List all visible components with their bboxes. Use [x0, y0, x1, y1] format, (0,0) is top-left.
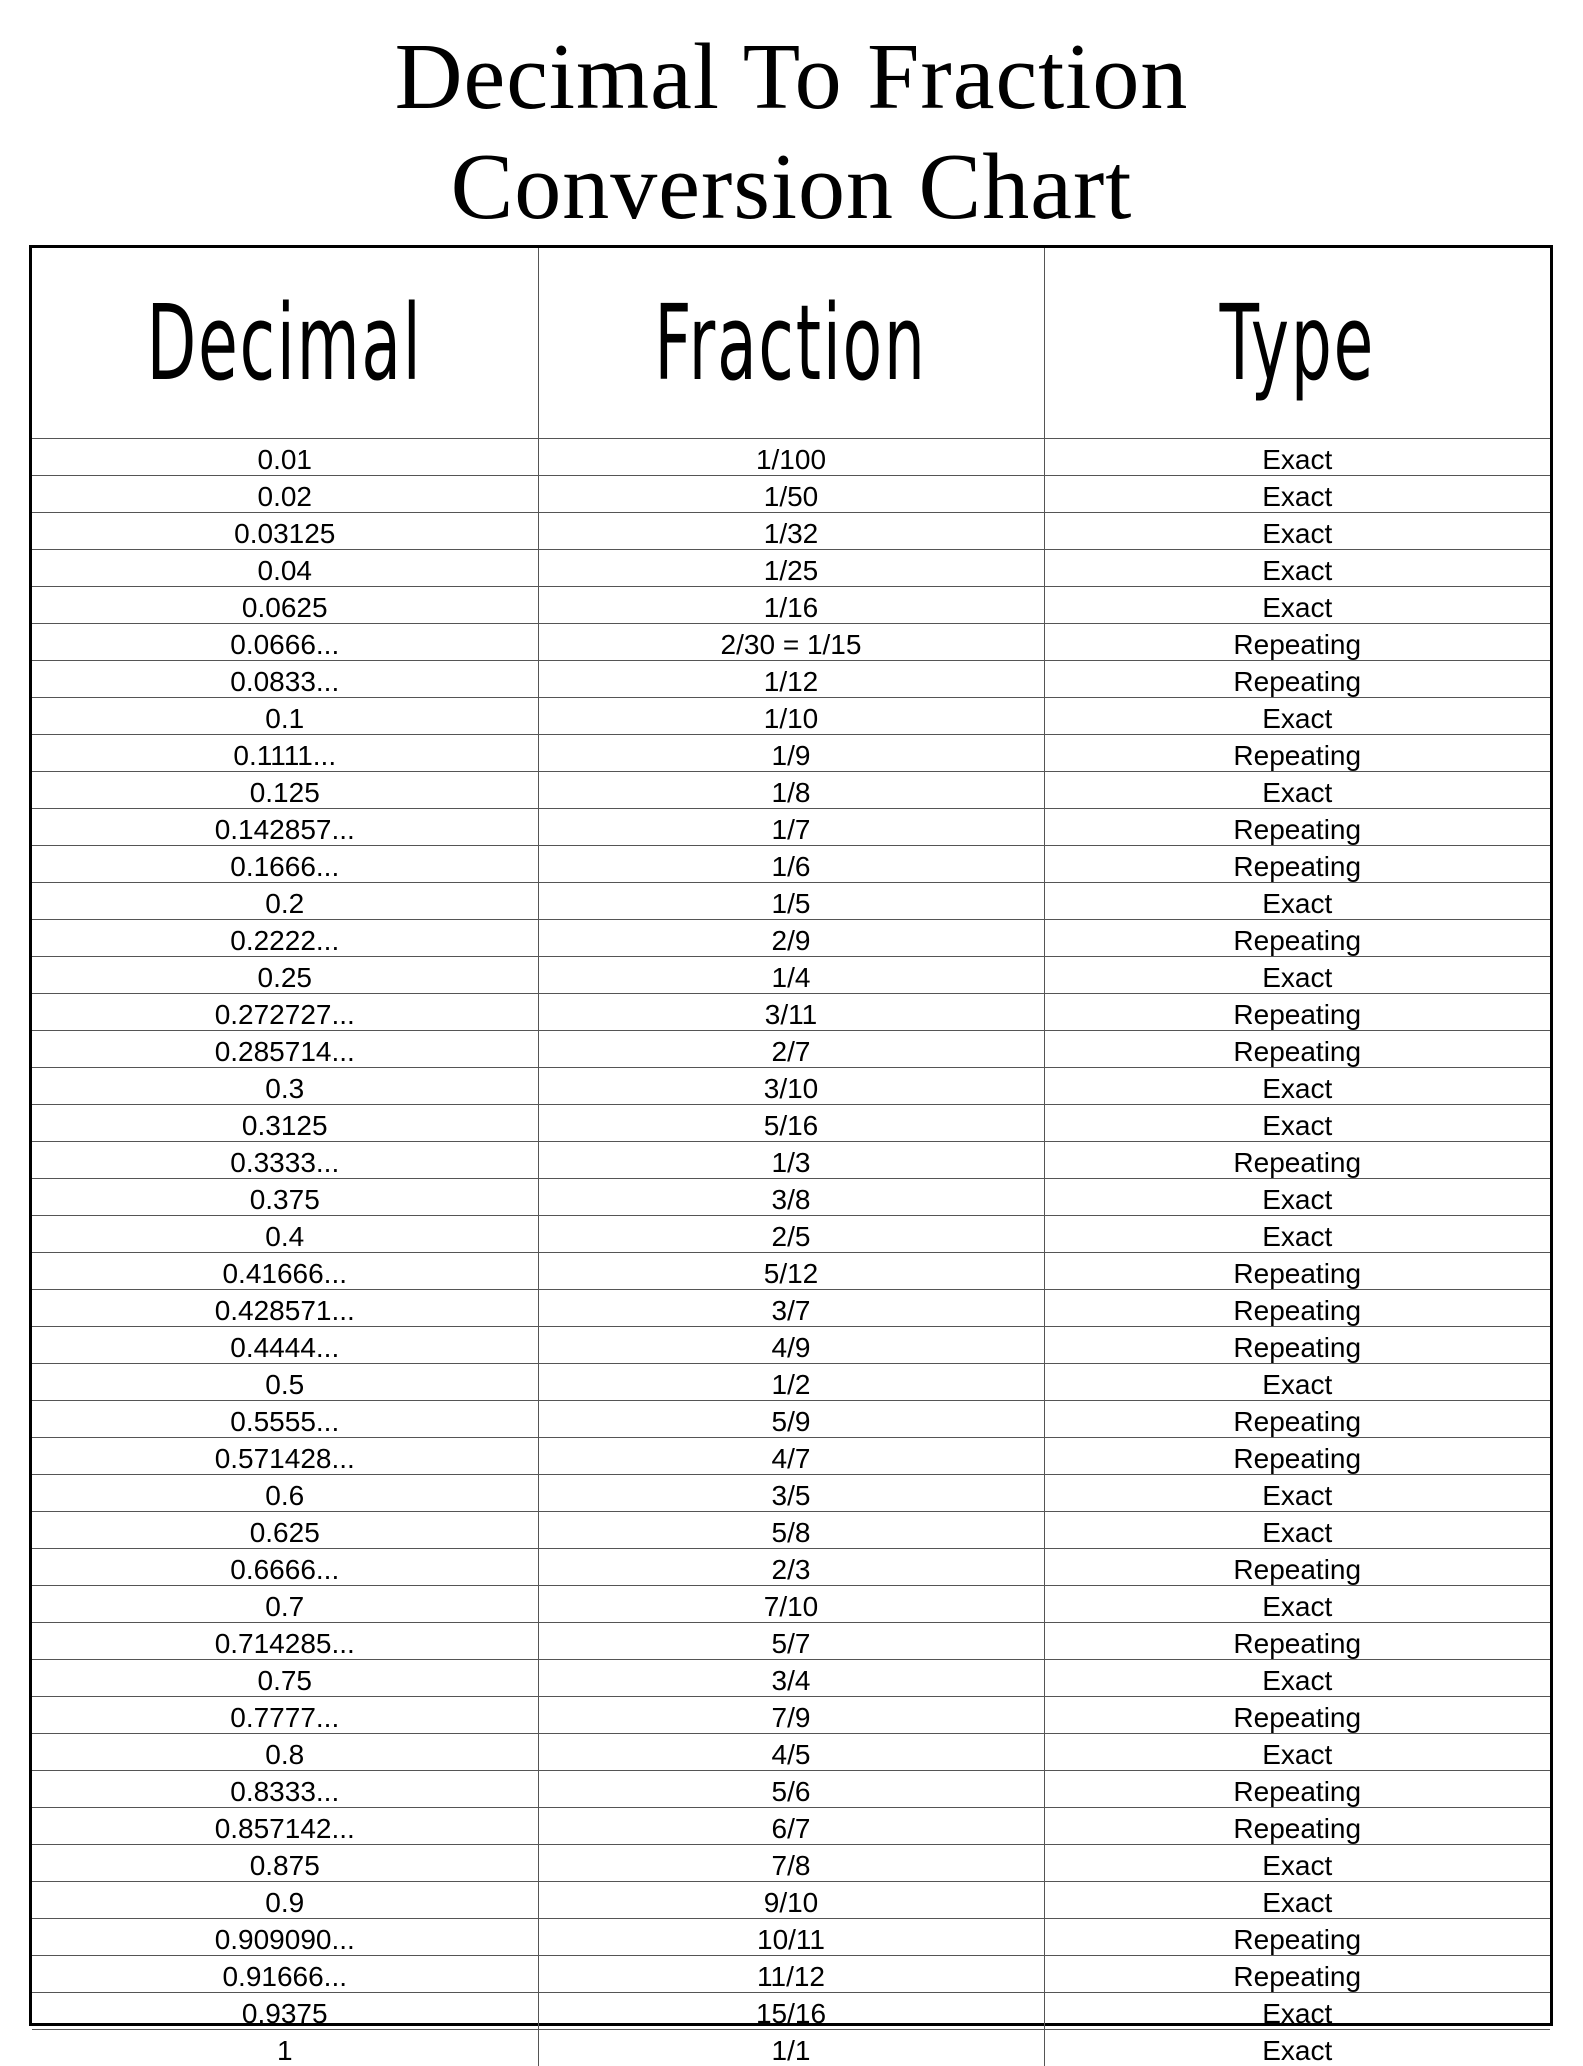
type-cell: Repeating [1044, 661, 1550, 698]
table-row [32, 1253, 1550, 1290]
type-cell: Repeating [1044, 994, 1550, 1031]
fraction-cell: 10/11 [538, 1919, 1044, 1956]
table-row [32, 1586, 1550, 1623]
type-cell: Exact [1044, 1105, 1550, 1142]
fraction-cell: 5/6 [538, 1771, 1044, 1808]
type-cell: Exact [1044, 1512, 1550, 1549]
type-cell: Exact [1044, 1068, 1550, 1105]
header-type-wrap [1045, 248, 1551, 438]
table-row [32, 809, 1550, 846]
decimal-cell: 0.285714... [32, 1031, 538, 1068]
table-row [32, 1068, 1550, 1105]
table-row [32, 513, 1550, 550]
fraction-cell: 2/7 [538, 1031, 1044, 1068]
decimal-cell: 0.9375 [32, 1993, 538, 2030]
header-cell-type [1044, 248, 1550, 439]
table-row [32, 1697, 1550, 1734]
type-cell: Exact [1044, 1845, 1550, 1882]
decimal-cell: 0.5 [32, 1364, 538, 1401]
fraction-cell: 5/8 [538, 1512, 1044, 1549]
table-row [32, 587, 1550, 624]
type-cell: Repeating [1044, 920, 1550, 957]
table-row [32, 1993, 1550, 2030]
type-cell: Repeating [1044, 846, 1550, 883]
table-row [32, 624, 1550, 661]
decimal-cell: 0.01 [32, 439, 538, 476]
decimal-cell: 0.1111... [32, 735, 538, 772]
decimal-cell: 0.625 [32, 1512, 538, 1549]
table-row [32, 1549, 1550, 1586]
fraction-cell: 1/12 [538, 661, 1044, 698]
fraction-cell: 5/16 [538, 1105, 1044, 1142]
table-row [32, 1882, 1550, 1919]
type-cell: Repeating [1044, 735, 1550, 772]
type-cell: Exact [1044, 476, 1550, 513]
type-cell: Repeating [1044, 1290, 1550, 1327]
type-cell: Repeating [1044, 1549, 1550, 1586]
fraction-cell: 7/9 [538, 1697, 1044, 1734]
decimal-cell: 0.875 [32, 1845, 538, 1882]
type-cell: Repeating [1044, 1031, 1550, 1068]
header-decimal-wrap [32, 248, 538, 438]
fraction-cell: 5/9 [538, 1401, 1044, 1438]
table-row [32, 1142, 1550, 1179]
fraction-cell: 5/12 [538, 1253, 1044, 1290]
type-cell: Repeating [1044, 1919, 1550, 1956]
decimal-cell: 0.25 [32, 957, 538, 994]
conversion-table [32, 248, 1550, 2066]
decimal-cell: 0.2 [32, 883, 538, 920]
header-fraction-wrap [539, 248, 1044, 438]
table-row [32, 1956, 1550, 1993]
decimal-cell: 0.6 [32, 1475, 538, 1512]
fraction-cell: 3/4 [538, 1660, 1044, 1697]
fraction-cell: 3/5 [538, 1475, 1044, 1512]
fraction-cell: 9/10 [538, 1882, 1044, 1919]
type-cell: Repeating [1044, 624, 1550, 661]
table-row [32, 846, 1550, 883]
fraction-cell: 11/12 [538, 1956, 1044, 1993]
table-row [32, 920, 1550, 957]
decimal-cell: 0.91666... [32, 1956, 538, 1993]
header-cell-fraction [538, 248, 1044, 439]
fraction-cell: 6/7 [538, 1808, 1044, 1845]
decimal-cell: 0.4 [32, 1216, 538, 1253]
type-cell: Exact [1044, 550, 1550, 587]
fraction-cell: 1/16 [538, 587, 1044, 624]
decimal-cell: 0.8 [32, 1734, 538, 1771]
type-cell: Repeating [1044, 809, 1550, 846]
table-row [32, 1216, 1550, 1253]
fraction-cell: 1/8 [538, 772, 1044, 809]
decimal-cell: 0.41666... [32, 1253, 538, 1290]
fraction-cell: 1/3 [538, 1142, 1044, 1179]
decimal-cell: 0.0625 [32, 587, 538, 624]
header-row [32, 248, 1550, 439]
fraction-cell: 3/10 [538, 1068, 1044, 1105]
fraction-cell: 3/7 [538, 1290, 1044, 1327]
decimal-cell: 0.8333... [32, 1771, 538, 1808]
decimal-cell: 0.1 [32, 698, 538, 735]
decimal-cell: 0.571428... [32, 1438, 538, 1475]
fraction-cell: 1/6 [538, 846, 1044, 883]
decimal-cell: 0.03125 [32, 513, 538, 550]
table-row [32, 1401, 1550, 1438]
table-row [32, 1475, 1550, 1512]
fraction-cell: 7/8 [538, 1845, 1044, 1882]
title-line-2: Conversion Chart [0, 132, 1583, 242]
type-cell: Repeating [1044, 1623, 1550, 1660]
decimal-cell: 0.3 [32, 1068, 538, 1105]
table-row [32, 476, 1550, 513]
type-cell: Exact [1044, 587, 1550, 624]
fraction-cell: 7/10 [538, 1586, 1044, 1623]
type-cell: Exact [1044, 439, 1550, 476]
table-row [32, 1179, 1550, 1216]
table-row [32, 1438, 1550, 1475]
table-row [32, 439, 1550, 476]
fraction-cell: 1/50 [538, 476, 1044, 513]
fraction-cell: 3/11 [538, 994, 1044, 1031]
table-row [32, 661, 1550, 698]
fraction-cell: 2/9 [538, 920, 1044, 957]
decimal-cell: 0.0833... [32, 661, 538, 698]
type-cell: Exact [1044, 883, 1550, 920]
table-row [32, 1512, 1550, 1549]
decimal-cell: 0.04 [32, 550, 538, 587]
table-row [32, 698, 1550, 735]
type-cell: Exact [1044, 1993, 1550, 2030]
decimal-cell: 0.3333... [32, 1142, 538, 1179]
fraction-cell: 4/7 [538, 1438, 1044, 1475]
fraction-cell: 2/30 = 1/15 [538, 624, 1044, 661]
decimal-cell: 0.909090... [32, 1919, 538, 1956]
table-row [32, 735, 1550, 772]
table-row [32, 1623, 1550, 1660]
conversion-table-frame [29, 245, 1553, 2026]
decimal-cell: 0.1666... [32, 846, 538, 883]
type-cell: Repeating [1044, 1956, 1550, 1993]
decimal-cell: 0.0666... [32, 624, 538, 661]
type-cell: Repeating [1044, 1697, 1550, 1734]
type-cell: Repeating [1044, 1327, 1550, 1364]
table-row [32, 1364, 1550, 1401]
type-cell: Exact [1044, 1586, 1550, 1623]
fraction-cell: 1/5 [538, 883, 1044, 920]
decimal-cell: 0.272727... [32, 994, 538, 1031]
type-cell: Repeating [1044, 1808, 1550, 1845]
fraction-cell: 5/7 [538, 1623, 1044, 1660]
table-row [32, 1771, 1550, 1808]
type-cell: Exact [1044, 1179, 1550, 1216]
type-cell: Repeating [1044, 1771, 1550, 1808]
type-cell: Repeating [1044, 1142, 1550, 1179]
decimal-cell: 0.4444... [32, 1327, 538, 1364]
fraction-cell: 4/5 [538, 1734, 1044, 1771]
table-row [32, 1808, 1550, 1845]
type-cell: Repeating [1044, 1438, 1550, 1475]
type-cell: Exact [1044, 1882, 1550, 1919]
type-cell: Exact [1044, 698, 1550, 735]
decimal-cell: 0.3125 [32, 1105, 538, 1142]
fraction-cell: 15/16 [538, 1993, 1044, 2030]
table-row [32, 1031, 1550, 1068]
decimal-cell: 0.375 [32, 1179, 538, 1216]
table-row [32, 1845, 1550, 1882]
fraction-cell: 1/4 [538, 957, 1044, 994]
type-cell: Exact [1044, 1216, 1550, 1253]
table-row [32, 883, 1550, 920]
header-decimal: Decimal [147, 328, 423, 358]
header-fraction: Fraction [655, 328, 927, 358]
table-row [32, 1734, 1550, 1771]
decimal-cell: 0.428571... [32, 1290, 538, 1327]
decimal-cell: 0.857142... [32, 1808, 538, 1845]
decimal-cell: 1 [32, 2030, 538, 2066]
type-cell: Repeating [1044, 1401, 1550, 1438]
decimal-cell: 0.2222... [32, 920, 538, 957]
decimal-cell: 0.7 [32, 1586, 538, 1623]
decimal-cell: 0.6666... [32, 1549, 538, 1586]
decimal-cell: 0.125 [32, 772, 538, 809]
table-row [32, 957, 1550, 994]
table-row [32, 1290, 1550, 1327]
fraction-cell: 2/5 [538, 1216, 1044, 1253]
table-body [32, 439, 1550, 2066]
table-row [32, 1919, 1550, 1956]
header-type: Type [1219, 328, 1375, 358]
fraction-cell: 1/7 [538, 809, 1044, 846]
decimal-cell: 0.5555... [32, 1401, 538, 1438]
type-cell: Exact [1044, 1660, 1550, 1697]
decimal-cell: 0.714285... [32, 1623, 538, 1660]
type-cell: Exact [1044, 957, 1550, 994]
type-cell: Exact [1044, 1475, 1550, 1512]
fraction-cell: 2/3 [538, 1549, 1044, 1586]
type-cell: Exact [1044, 513, 1550, 550]
type-cell: Exact [1044, 1734, 1550, 1771]
type-cell: Exact [1044, 772, 1550, 809]
fraction-cell: 1/1 [538, 2030, 1044, 2066]
decimal-cell: 0.7777... [32, 1697, 538, 1734]
type-cell: Exact [1044, 2030, 1550, 2066]
table-row [32, 772, 1550, 809]
table-row [32, 1327, 1550, 1364]
table-header [32, 248, 1550, 439]
table-row [32, 550, 1550, 587]
fraction-cell: 1/10 [538, 698, 1044, 735]
decimal-cell: 0.75 [32, 1660, 538, 1697]
type-cell: Repeating [1044, 1253, 1550, 1290]
title-line-1: Decimal To Fraction [0, 22, 1583, 132]
fraction-cell: 3/8 [538, 1179, 1044, 1216]
fraction-cell: 1/9 [538, 735, 1044, 772]
table-row [32, 1105, 1550, 1142]
decimal-cell: 0.02 [32, 476, 538, 513]
fraction-cell: 1/25 [538, 550, 1044, 587]
fraction-cell: 1/100 [538, 439, 1044, 476]
table-row [32, 994, 1550, 1031]
decimal-cell: 0.142857... [32, 809, 538, 846]
fraction-cell: 4/9 [538, 1327, 1044, 1364]
table-row [32, 1660, 1550, 1697]
fraction-cell: 1/32 [538, 513, 1044, 550]
header-cell-decimal [32, 248, 538, 439]
type-cell: Exact [1044, 1364, 1550, 1401]
page-title [0, 22, 1583, 242]
decimal-cell: 0.9 [32, 1882, 538, 1919]
fraction-cell: 1/2 [538, 1364, 1044, 1401]
